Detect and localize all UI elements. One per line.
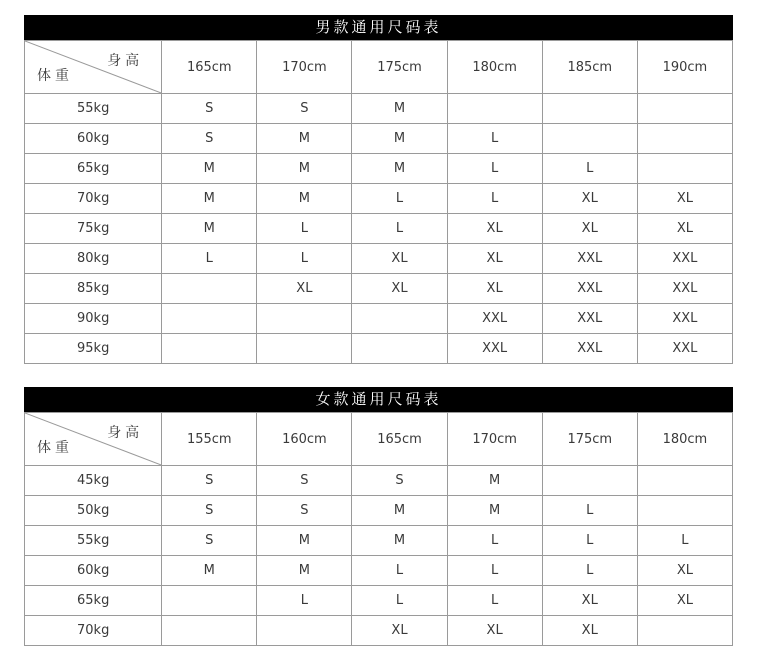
women-height-header: 170cm [447,413,542,466]
women-size-cell: L [447,556,542,586]
men-weight-cell: 65kg [25,154,162,184]
men-size-cell: M [162,154,257,184]
women-corner-header [25,413,162,466]
men-table-row [25,184,733,214]
men-size-cell: XXL [542,244,637,274]
men-height-header: 175cm [352,41,447,94]
women-table-row [25,616,733,646]
women-size-cell: XL [542,616,637,646]
men-size-cell: XXL [542,334,637,364]
men-table-row [25,124,733,154]
women-size-cell: M [352,526,447,556]
women-size-cell: M [447,496,542,526]
women-size-cell: L [352,586,447,616]
men-weight-cell: 75kg [25,214,162,244]
men-height-header: 170cm [257,41,352,94]
women-height-header: 160cm [257,413,352,466]
men-size-cell: S [162,124,257,154]
women-size-cell [162,586,257,616]
men-table-row [25,244,733,274]
women-size-cell [542,466,637,496]
women-size-cell: M [352,496,447,526]
men-size-cell: XL [352,244,447,274]
men-size-cell: XXL [447,304,542,334]
men-size-cell: XL [542,184,637,214]
women-height-header: 175cm [542,413,637,466]
men-size-cell: XXL [542,304,637,334]
women-weight-cell: 50kg [25,496,162,526]
men-height-header: 165cm [162,41,257,94]
women-size-cell: S [162,526,257,556]
men-size-cell: L [352,214,447,244]
women-size-cell: S [257,496,352,526]
women-size-cell: M [257,526,352,556]
men-size-cell: XXL [637,304,732,334]
men-size-cell: M [352,124,447,154]
men-weight-cell: 70kg [25,184,162,214]
women-size-cell: L [542,526,637,556]
men-size-cell: L [447,154,542,184]
men-weight-cell: 55kg [25,94,162,124]
men-size-cell: XXL [542,274,637,304]
men-size-cell [542,94,637,124]
men-height-header: 185cm [542,41,637,94]
men-size-cell: M [352,154,447,184]
men-size-cell: M [257,124,352,154]
men-height-label: 身高 [107,53,144,69]
men-size-cell: M [162,184,257,214]
men-size-cell [162,274,257,304]
men-size-grid [24,40,733,364]
women-size-cell: L [447,526,542,556]
men-size-cell: XXL [637,334,732,364]
men-size-cell [637,94,732,124]
men-size-cell: XL [257,274,352,304]
men-weight-label: 体重 [37,68,73,84]
men-size-cell: S [162,94,257,124]
women-size-cell: L [542,556,637,586]
men-size-cell: M [257,184,352,214]
men-weight-cell: 80kg [25,244,162,274]
women-size-cell: XL [542,586,637,616]
men-size-cell [542,124,637,154]
women-weight-cell: 45kg [25,466,162,496]
men-size-cell: XXL [637,274,732,304]
women-size-cell: XL [637,586,732,616]
women-size-cell: S [352,466,447,496]
women-height-header: 155cm [162,413,257,466]
women-size-grid [24,412,733,646]
women-size-cell: S [162,496,257,526]
women-table-row [25,556,733,586]
men-table-row [25,94,733,124]
men-size-table [24,15,733,364]
men-size-cell [352,334,447,364]
men-header-row [25,41,733,94]
women-size-cell: M [162,556,257,586]
men-size-cell: XL [637,214,732,244]
men-size-cell: XL [352,274,447,304]
women-size-cell: L [447,586,542,616]
men-table-row [25,154,733,184]
men-table-row [25,304,733,334]
women-size-cell [637,616,732,646]
men-size-cell [352,304,447,334]
women-size-cell [162,616,257,646]
men-table-row [25,274,733,304]
women-size-cell: S [162,466,257,496]
women-size-cell: M [447,466,542,496]
men-weight-cell: 85kg [25,274,162,304]
women-weight-cell: 60kg [25,556,162,586]
men-size-cell [257,304,352,334]
women-size-cell: M [257,556,352,586]
men-size-cell: L [257,244,352,274]
women-size-cell [637,466,732,496]
women-size-cell: L [257,586,352,616]
men-size-cell: M [257,154,352,184]
women-weight-label: 体重 [37,440,73,456]
women-size-cell: XL [352,616,447,646]
women-height-header: 180cm [637,413,732,466]
women-height-header: 165cm [352,413,447,466]
women-table-row [25,496,733,526]
men-size-cell: M [162,214,257,244]
women-size-cell: L [542,496,637,526]
women-header-row [25,413,733,466]
men-weight-cell: 90kg [25,304,162,334]
men-size-cell: L [447,184,542,214]
men-size-cell: XXL [447,334,542,364]
men-size-cell: L [447,124,542,154]
women-size-table [24,387,733,646]
women-size-cell: XL [637,556,732,586]
men-size-cell [637,124,732,154]
men-height-header: 180cm [447,41,542,94]
men-size-cell: L [257,214,352,244]
men-size-cell [447,94,542,124]
men-size-cell [637,154,732,184]
men-size-cell [257,334,352,364]
men-size-cell: M [352,94,447,124]
women-size-cell [637,496,732,526]
women-weight-cell: 55kg [25,526,162,556]
men-size-cell: XL [447,214,542,244]
men-size-cell: XL [447,244,542,274]
men-size-cell: L [162,244,257,274]
women-height-label: 身高 [107,425,144,441]
men-table-row [25,334,733,364]
women-table-row [25,526,733,556]
men-weight-cell: 60kg [25,124,162,154]
women-size-cell: L [637,526,732,556]
men-table-row [25,214,733,244]
women-size-cell: L [352,556,447,586]
men-size-cell: XXL [637,244,732,274]
men-size-cell: L [542,154,637,184]
women-table-row [25,466,733,496]
women-weight-cell: 70kg [25,616,162,646]
men-size-cell: XL [447,274,542,304]
men-size-cell: L [352,184,447,214]
men-size-cell: XL [542,214,637,244]
women-table-row [25,586,733,616]
men-corner-header [25,41,162,94]
men-size-cell: XL [637,184,732,214]
women-size-cell [257,616,352,646]
men-height-header: 190cm [637,41,732,94]
men-size-cell [162,304,257,334]
women-size-cell: S [257,466,352,496]
men-weight-cell: 95kg [25,334,162,364]
women-weight-cell: 65kg [25,586,162,616]
women-size-cell: XL [447,616,542,646]
men-size-cell [162,334,257,364]
men-table-title: 男款通用尺码表 [24,15,733,40]
men-size-cell: S [257,94,352,124]
women-table-title: 女款通用尺码表 [24,387,733,412]
